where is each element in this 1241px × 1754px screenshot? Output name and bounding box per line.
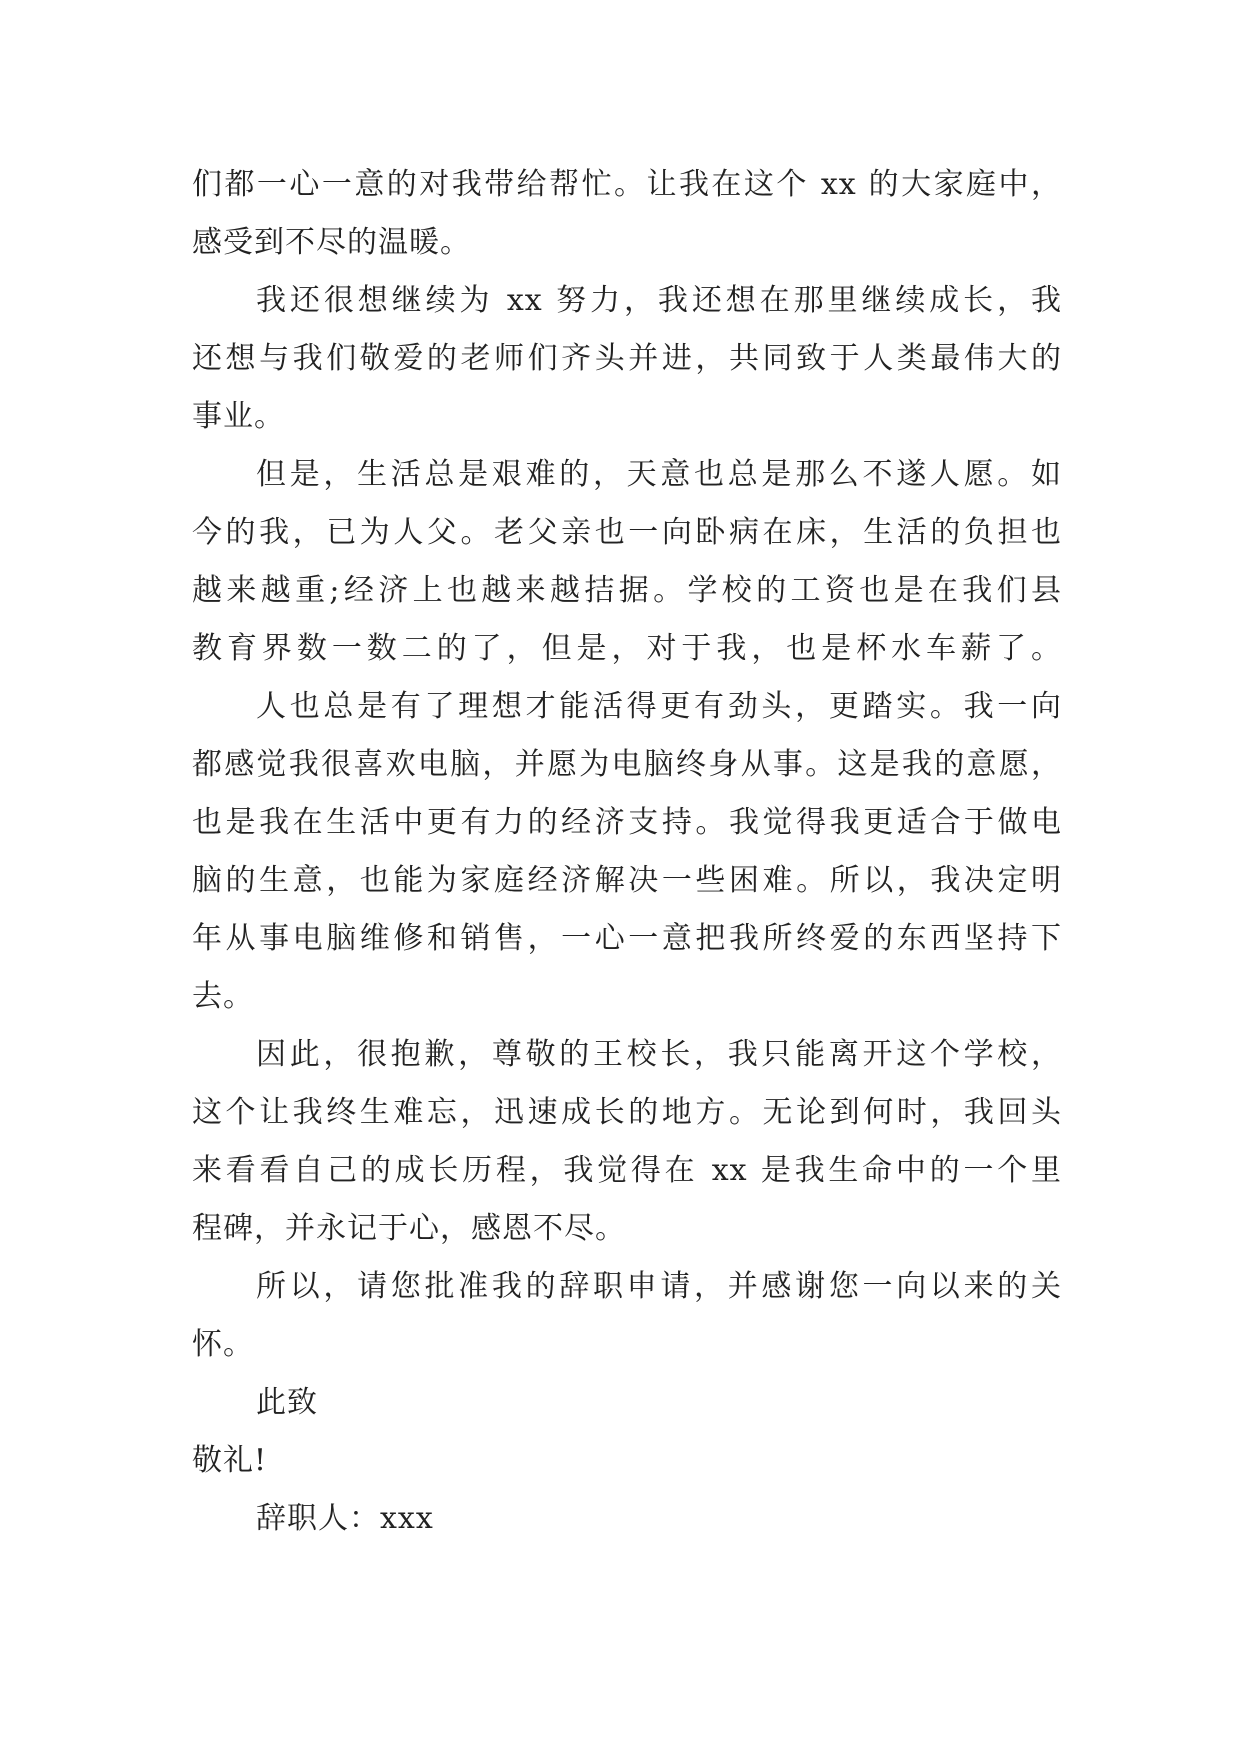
closing-salutation: 此致 bbox=[256, 1385, 318, 1420]
text-line: 但是，生活总是艰难的，天意也总是那么不遂人愿。如 bbox=[256, 457, 1062, 492]
text-line: 怀。 bbox=[192, 1327, 254, 1362]
text-line: 年从事电脑维修和销售，一心一意把我所终爱的东西坚持下 bbox=[192, 921, 1062, 956]
signature-line: 辞职人：xxx bbox=[256, 1501, 434, 1536]
text-line: 去。 bbox=[192, 979, 254, 1014]
text-line: 事业。 bbox=[192, 399, 285, 434]
text-line: 来看看自己的成长历程，我觉得在 xx 是我生命中的一个里 bbox=[192, 1153, 1062, 1188]
text-line: 所以，请您批准我的辞职申请，并感谢您一向以来的关 bbox=[256, 1269, 1062, 1304]
text-line: 都感觉我很喜欢电脑，并愿为电脑终身从事。这是我的意愿， bbox=[192, 747, 1062, 782]
text-line: 脑的生意，也能为家庭经济解决一些困难。所以，我决定明 bbox=[192, 863, 1062, 898]
text-line: 人也总是有了理想才能活得更有劲头，更踏实。我一向 bbox=[256, 689, 1062, 724]
text-line: 我还很想继续为 xx 努力，我还想在那里继续成长，我 bbox=[256, 283, 1062, 318]
text-line: 们都一心一意的对我带给帮忙。让我在这个 xx 的大家庭中， bbox=[192, 167, 1062, 202]
text-line: 因此，很抱歉，尊敬的王校长，我只能离开这个学校， bbox=[256, 1037, 1062, 1072]
text-line: 教育界数一数二的了，但是，对于我，也是杯水车薪了。 bbox=[192, 631, 1062, 666]
text-line: 越来越重;经济上也越来越拮据。学校的工资也是在我们县 bbox=[192, 573, 1062, 608]
text-line: 也是我在生活中更有力的经济支持。我觉得我更适合于做电 bbox=[192, 805, 1062, 840]
text-line: 今的我，已为人父。老父亲也一向卧病在床，生活的负担也 bbox=[192, 515, 1062, 550]
text-line: 还想与我们敬爱的老师们齐头并进，共同致于人类最伟大的 bbox=[192, 341, 1062, 376]
text-line: 感受到不尽的温暖。 bbox=[192, 225, 471, 260]
text-line: 程碑，并永记于心，感恩不尽。 bbox=[192, 1211, 626, 1246]
closing-regards: 敬礼! bbox=[192, 1443, 268, 1478]
text-line: 这个让我终生难忘，迅速成长的地方。无论到何时，我回头 bbox=[192, 1095, 1062, 1130]
letter-body bbox=[192, 156, 1062, 1548]
